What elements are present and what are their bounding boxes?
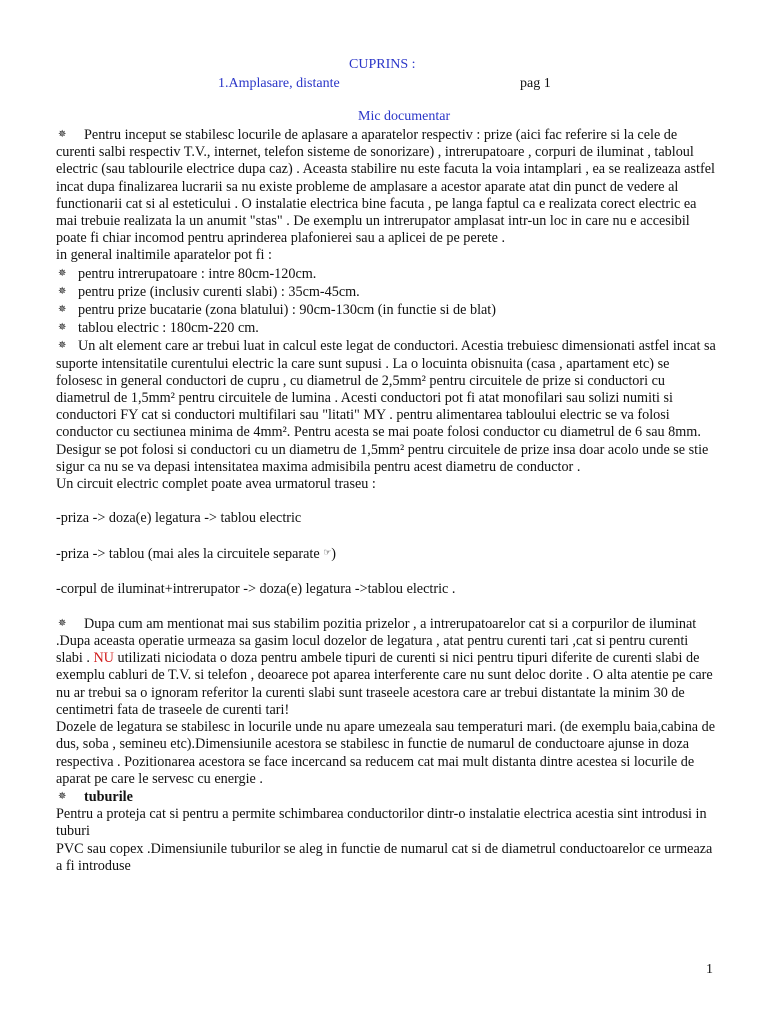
paragraph-circuit: Un circuit electric complet poate avea urmatorul traseu : [56, 476, 376, 493]
toc-page-ref: pag 1 [520, 76, 551, 91]
list-item-height: ✵ pentru prize bucatarie (zona blatului) : 90cm-130cm (in functie si de blat) [58, 302, 496, 319]
bullet-icon: ✵ [58, 267, 67, 279]
paragraph-tubes: Pentru a proteja cat si pentru a permite schimbarea conductorilor dintr-o instalatie electrica acestia sint introdusi in tuburi [56, 806, 707, 840]
paragraph-boxes: ✵ Dupa cum am mentionat mai sus stabilim pozitia prizelor , a intrerupatoarelor cat si a corpurilor de iluminat .Dupa aceasta operatie urmeaza sa gasim locul dozelor de legatura , atat pentru curenti tari ,cat si pentru curenti slabi . NU utilizati niciodata o doza pentru ambele tipuri de curenti si nici pentru tipuri diferite de curenti slabi de exemplu cabluri de T.V. si telefon , deoarece pot aparea interferente care nu sunt deloc dorite . O alta atentie pe care nu ar trebui sa o ignoram referitor la curenti slabi sunt traseele acestora care ar trebui distantate la minim 30 de centimetri fata de traseele de curenti tari! [56, 615, 713, 718]
route-3: -corpul de iluminat+intrerupator -> doza(e) legatura ->tablou electric . [56, 580, 456, 597]
bullet-icon: ✵ [58, 285, 67, 297]
warning-nu: NU [93, 650, 114, 667]
spacer [56, 493, 716, 510]
route-2: -priza -> tablou (mai ales la circuitele separate ☞) [56, 546, 336, 563]
bullet-icon: ✵ [58, 322, 67, 334]
route-1: -priza -> doza(e) legatura -> tablou electric [56, 510, 302, 527]
bullet-icon: ✵ [58, 790, 67, 802]
paragraph-conductors: ✵ Un alt element care ar trebui luat in calcul este legat de conductori. Acestia trebuiesc dimensionati astfel incat sa suporte intensitatile curentului electric la care sunt supusi . La o locuinta obisnuita (casa , apartament etc) se folosesc in general conductori de cupru , cu diametrul de 2,5mm² pentru circuitele de prize si conductori cu diametrul de 1,5mm² pentru circuitele de lumina . Acesti conductori pot fi atat monofilari sau solizi numiti si conductori FY cat si conductori multifilari sau "litati" MY . pentru alimentarea tabloului electric se va folosi conductor cu sectiunea minima de 4mm². Pentru acesta se mai poate folosi conductor cu diametrul de 6 sau 8mm. [56, 338, 716, 441]
list-item-height: ✵ pentru prize (inclusiv curenti slabi) : 35cm-45cm. [58, 283, 360, 300]
spacer [56, 527, 716, 544]
spacer [56, 564, 716, 581]
body-text [56, 126, 716, 875]
spacer [56, 598, 716, 615]
pointing-hand-icon: ☞ [323, 547, 332, 558]
document-subtitle: Mic documentar [358, 109, 451, 124]
list-item-height: ✵ tablou electric : 180cm-220 cm. [58, 320, 259, 337]
bullet-icon: ✵ [58, 617, 67, 629]
paragraph-intro: ✵ Pentru inceput se stabilesc locurile de aplasare a aparatelor respectiv : prize (aici fac referire si la cele de curenti salbi respectiv T.V., internet, telefon sisteme de sonorizare) , intrerupatoare , corpuri de iluminat , tabloul electric (sau tablourile electrice dupa caz) . Aceasta stabilire nu este facuta la voia intamplari , ea se realizeaza astfel incat dupa finalizarea lucrarii sa nu existe probleme de amplasare a acestor aparate atat din punct de vedere al functionarii cat si al esteticului . O instalatie electrica bine facuta , pe langa faptul ca e realizata corect electric ea mai trebuie realizata la un anumit "stas" . De exemplu un intrerupator amplasat intr-un loc in care nu e accesibil poate fi chiar incomod pentru aprinderea plafonierei sau a aplicei de pe perete . [56, 127, 715, 247]
heading-tubes: ✵ tuburile [58, 788, 133, 805]
bullet-icon: ✵ [58, 304, 67, 316]
list-item-height: ✵ pentru intrerupatoare : intre 80cm-120cm. [58, 265, 317, 282]
page-number: 1 [706, 962, 713, 977]
bullet-icon: ✵ [58, 129, 67, 140]
toc-title: CUPRINS : [349, 57, 416, 72]
heights-intro: in general inaltimile aparatelor pot fi : [56, 247, 272, 264]
paragraph-tubes-size: PVC sau copex .Dimensiunile tuburilor se aleg in functie de numarul cat si de diametrul conductoarelor ce urmeaza a fi introduse [56, 840, 713, 874]
paragraph-diameter: Desigur se pot folosi si conductori cu un diametru de 1,5mm² pentru circuitele de prize insa doar acolo unde se stie sigur ca nu se va depasi intensitatea maxima admisibila pentru acest diametru de conductor . [56, 441, 709, 475]
paragraph-boxes-placement: Dozele de legatura se stabilesc in locurile unde nu apare umezeala sau temperaturi mari. (de exemplu baia,cabina de dus, soba , semineu etc).Dimensiunile acestora se stabilesc in functie de numarul de conductoare ajunse in doza respectiva . Pozitionarea acestora se face incercand sa reducem cat mai mult distanta dintre acestea si locurile de aparat pe care le servesc cu energie . [56, 719, 716, 787]
toc-entry-link[interactable]: 1.Amplasare, distante [218, 76, 340, 91]
bullet-icon: ✵ [58, 340, 67, 352]
